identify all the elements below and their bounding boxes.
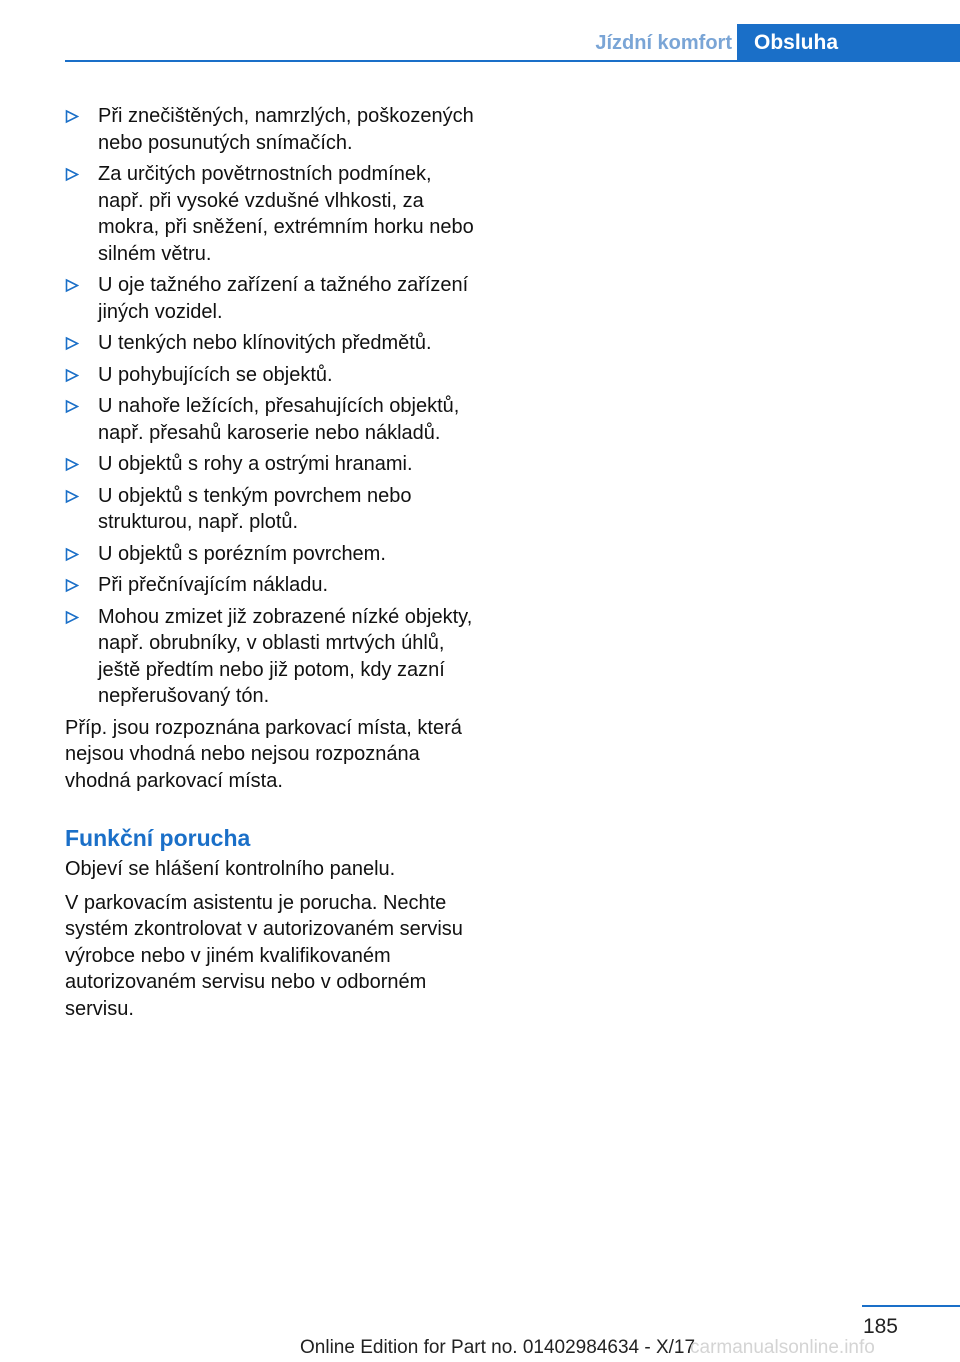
list-item-text: U nahoře ležících, přesahujících objektů, např. přesahů karoserie nebo nákladů. [98, 395, 460, 444]
triangle-right-outline-icon [65, 364, 79, 386]
triangle-right-outline-icon [65, 332, 79, 354]
list-item-text: U tenkých nebo klínovitých předmětů. [98, 332, 432, 354]
header-divider [65, 60, 960, 62]
list-item-text: U objektů s tenkým povrchem nebo strukturou, např. plotů. [98, 484, 412, 533]
list-item [65, 103, 477, 156]
body-paragraph: Příp. jsou rozpoznána parkovací místa, která nejsou vhodná nebo nejsou rozpoznána vhodná parkovací místa. [65, 716, 462, 792]
triangle-right-outline-icon [65, 606, 79, 628]
list-item-text: U objektů s rohy a ostrými hranami. [98, 453, 413, 475]
footer-divider [862, 1305, 960, 1307]
list-item [65, 330, 477, 357]
triangle-right-outline-icon [65, 274, 79, 296]
triangle-right-outline-icon [65, 485, 79, 507]
list-item-text: Při znečištěných, namrzlých, poškozených nebo posunutých snímačích. [98, 105, 474, 154]
bullet-list [65, 103, 477, 710]
body-paragraph: V parkovacím asistentu je porucha. Nechte systém zkontrolovat v autorizovaném servisu výrobce nebo v jiném kvalifikovaném autorizovaném servisu nebo v odborném servisu. [65, 891, 463, 1020]
watermark-text: carmanualsonline.info [690, 1337, 875, 1358]
list-item [65, 451, 477, 478]
list-item-text: U objektů s porézním povrchem. [98, 542, 386, 565]
list-item [65, 393, 477, 446]
list-item-text: Při přečnívajícím nákladu. [98, 574, 329, 596]
list-item-text: U oje tažného zařízení a tažného zařízení jiných vozidel. [98, 274, 469, 323]
triangle-right-outline-icon [65, 453, 79, 475]
body-paragraph: Objeví se hlášení kontrolního panelu. [65, 858, 396, 880]
list-item [65, 362, 477, 389]
list-item [65, 272, 477, 325]
main-content [65, 103, 477, 1029]
triangle-right-outline-icon [65, 574, 79, 596]
list-item [65, 541, 477, 568]
section-heading: Funkční porucha [65, 825, 251, 851]
header-section-label: Jízdní komfort [595, 32, 732, 54]
header-chapter-tab: Obsluha [737, 24, 960, 61]
triangle-right-outline-icon [65, 163, 79, 185]
list-item [65, 604, 477, 710]
list-item-text: Za určitých povětrnostních podmínek, např. při vysoké vzdušné vlhkosti, za mokra, při sněžení, extrémním horku nebo silném větru. [98, 163, 474, 265]
triangle-right-outline-icon [65, 543, 79, 565]
list-item-text: U pohybujících se objektů. [98, 363, 333, 386]
list-item-text: Mohou zmizet již zobrazené nízké objekty, např. obrubníky, v oblasti mrtvých úhlů, ještě předtím nebo již potom, kdy zazní nepřerušovaný tón. [98, 605, 473, 707]
list-item [65, 572, 477, 599]
footer-edition-text: Online Edition for Part no. 01402984634 - X/17 [300, 1337, 696, 1358]
list-item [65, 483, 477, 536]
triangle-right-outline-icon [65, 395, 79, 417]
triangle-right-outline-icon [65, 105, 79, 127]
page-number: 185 [862, 1315, 898, 1338]
list-item [65, 161, 477, 267]
